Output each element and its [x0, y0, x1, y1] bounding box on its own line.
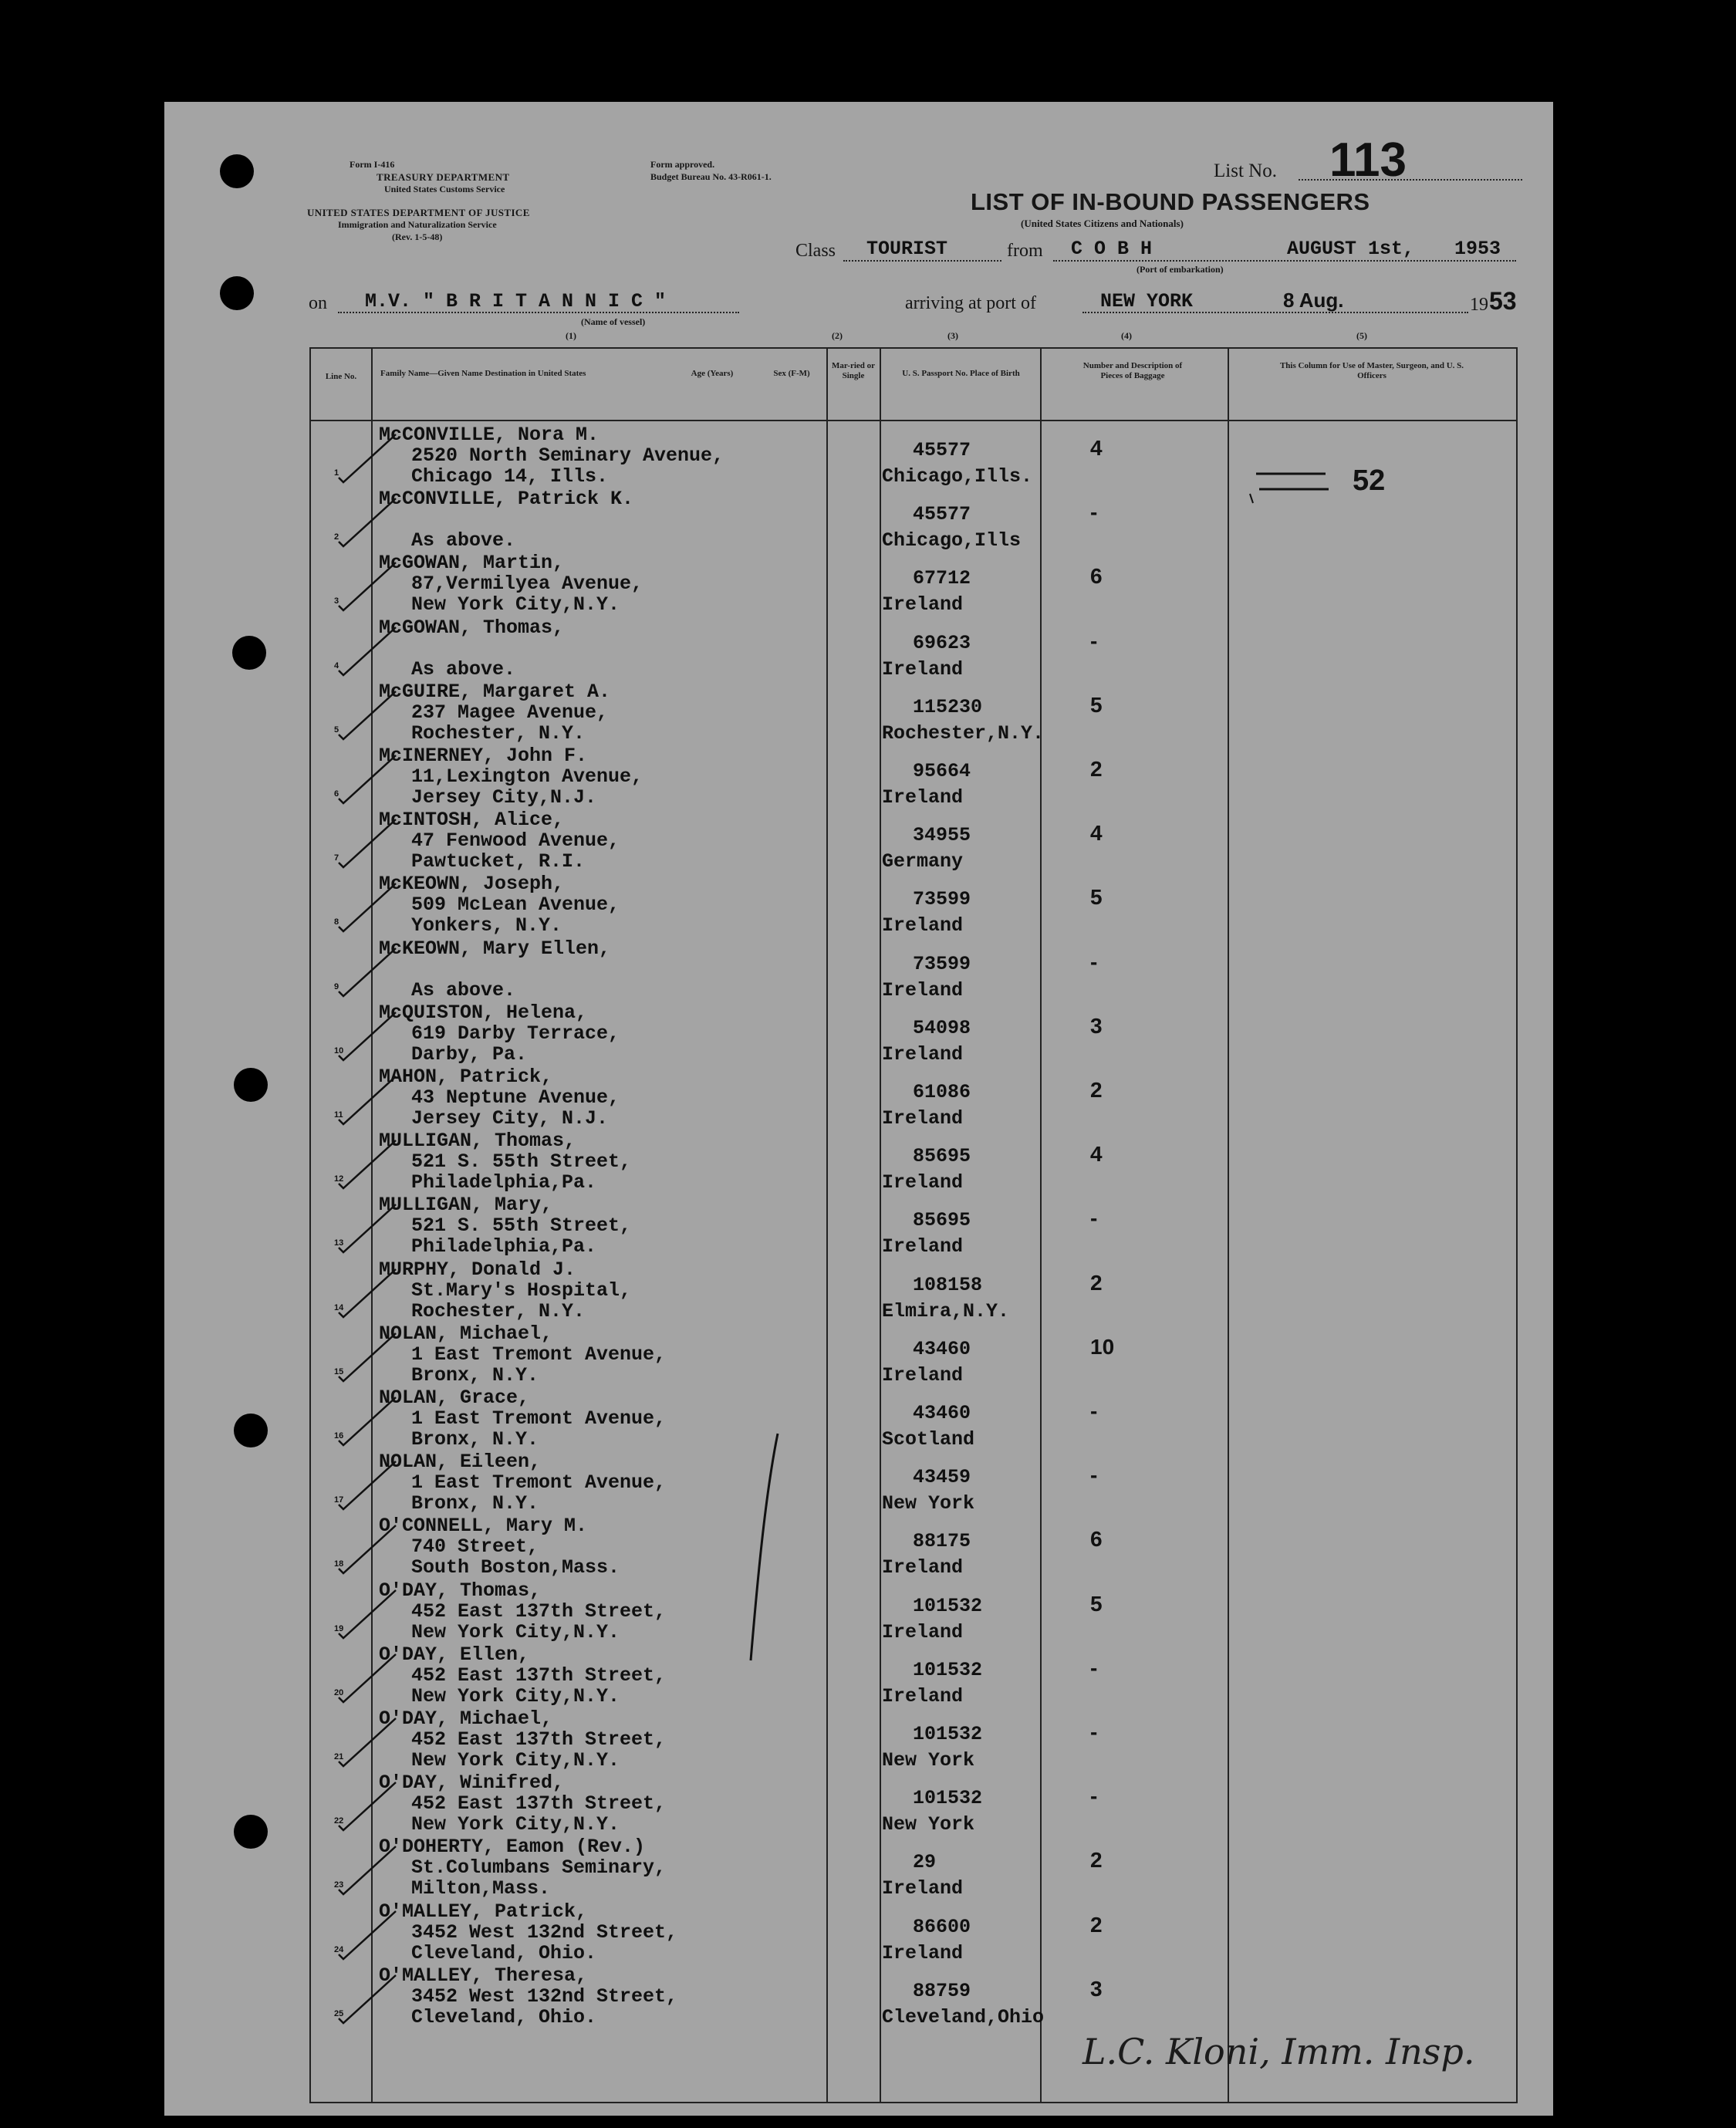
address-line-2: New York City,N.Y.	[411, 1749, 620, 1772]
check-mark	[334, 1650, 404, 1704]
passport-number: 108158	[913, 1273, 983, 1296]
arrival-port: NEW YORK	[1100, 290, 1194, 312]
departure-year: 1953	[1454, 238, 1501, 260]
list-no-label: List No.	[1214, 160, 1277, 181]
table-row	[311, 1834, 1516, 1898]
passport-number: 101532	[913, 1787, 983, 1810]
line-number: 19	[334, 1623, 344, 1633]
check-mark	[334, 815, 404, 869]
check-mark	[334, 1586, 404, 1640]
passport-number: 69623	[913, 631, 971, 654]
check-mark	[334, 494, 404, 548]
col-header-baggage: Number and Description of Pieces of Baggage	[1082, 361, 1183, 380]
place-of-birth: Ireland	[882, 1107, 964, 1130]
check-mark	[334, 1008, 404, 1062]
baggage-count: 5	[1090, 885, 1103, 910]
passenger-name: O'DAY, Thomas,	[379, 1579, 542, 1602]
address-line-1: 3452 West 132nd Street,	[411, 1984, 678, 2008]
vessel-name: M.V. " B R I T A N N I C "	[365, 290, 667, 312]
check-mark	[334, 1842, 404, 1896]
departure-date: AUGUST 1st,	[1287, 238, 1415, 260]
address-line-1: 521 S. 55th Street,	[411, 1214, 632, 1238]
arrival-year-prefix: 19	[1470, 295, 1488, 315]
passenger-name: O'DAY, Michael,	[379, 1707, 553, 1730]
check-mark	[334, 1265, 404, 1319]
bracket-mark	[743, 1429, 789, 1676]
address-line-2: Jersey City,N.J.	[411, 786, 597, 809]
baggage-count: 2	[1090, 1912, 1103, 1937]
check-mark	[334, 558, 404, 612]
address-line-1: 1 East Tremont Avenue,	[411, 1343, 667, 1366]
line-number: 20	[334, 1687, 344, 1697]
line-number: 7	[334, 853, 339, 863]
col-num-1: (1)	[566, 330, 576, 341]
table-row	[311, 1192, 1516, 1256]
baggage-count: -	[1090, 1206, 1098, 1231]
passenger-name: NOLAN, Grace,	[379, 1387, 530, 1409]
address-line-1: 237 Magee Avenue,	[411, 701, 609, 724]
address-line-2: Philadelphia,Pa.	[411, 1171, 597, 1194]
address-line-2: As above.	[411, 529, 516, 552]
passport-number: 43459	[913, 1466, 971, 1489]
place-of-birth: Germany	[882, 850, 964, 873]
passenger-name: NOLAN, Michael,	[379, 1322, 553, 1345]
punch-hole	[232, 636, 266, 670]
passport-number: 85695	[913, 1145, 971, 1168]
place-of-birth: Chicago,Ills.	[882, 465, 1033, 488]
address-line-2: Philadelphia,Pa.	[411, 1235, 597, 1258]
table-row	[311, 1963, 1516, 2027]
line-number: 6	[334, 789, 339, 799]
check-mark	[334, 430, 404, 484]
passenger-table	[309, 347, 1518, 2103]
ins-service: Immigration and Naturalization Service	[338, 219, 497, 230]
passenger-name: McINERNEY, John F.	[379, 745, 588, 767]
place-of-birth: Ireland	[882, 914, 964, 937]
table-row	[311, 1578, 1516, 1642]
baggage-count: -	[1090, 1655, 1098, 1680]
passenger-name: MAHON, Patrick,	[379, 1066, 553, 1088]
address-line-1: 619 Darby Terrace,	[411, 1022, 620, 1045]
justice-dept: UNITED STATES DEPARTMENT OF JUSTICE	[307, 207, 530, 218]
line-number: 24	[334, 1944, 344, 1954]
place-of-birth: New York	[882, 1813, 975, 1836]
passenger-name: McGUIRE, Margaret A.	[379, 680, 611, 703]
place-of-birth: Scotland	[882, 1428, 975, 1451]
address-line-1: 740 Street,	[411, 1535, 539, 1559]
address-line-2: Chicago 14, Ills.	[411, 465, 609, 488]
col-header-name: Family Name—Given Name Destination in United States	[380, 369, 586, 378]
passenger-name: O'MALLEY, Patrick,	[379, 1900, 588, 1923]
place-of-birth: Ireland	[882, 786, 964, 809]
passport-number: 29	[913, 1851, 937, 1874]
passport-number: 45577	[913, 503, 971, 526]
passenger-name: McKEOWN, Mary Ellen,	[379, 937, 611, 960]
address-line-2: Jersey City, N.J.	[411, 1107, 609, 1130]
address-line-1: 1 East Tremont Avenue,	[411, 1407, 667, 1430]
port-embarkation-note: (Port of embarkation)	[1137, 264, 1224, 275]
address-line-2: South Boston,Mass.	[411, 1556, 620, 1579]
address-line-1: 452 East 137th Street,	[411, 1792, 667, 1816]
document-subtitle: (United States Citizens and Nationals)	[1021, 218, 1184, 229]
baggage-count: 6	[1090, 564, 1103, 589]
col-header-age: Age (Years)	[691, 369, 734, 378]
address-line-2: New York City,N.Y.	[411, 1684, 620, 1707]
place-of-birth: Ireland	[882, 657, 964, 681]
address-line-2: Yonkers, N.Y.	[411, 914, 562, 937]
line-number: 22	[334, 1816, 344, 1826]
form-revision: (Rev. 1-5-48)	[392, 231, 443, 242]
address-line-1: 11,Lexington Avenue,	[411, 765, 643, 788]
address-line-1: 2520 North Seminary Avenue,	[411, 444, 724, 467]
treasury-dept: TREASURY DEPARTMENT	[377, 171, 510, 183]
address-line-2: As above.	[411, 978, 516, 1002]
on-label: on	[309, 293, 327, 313]
baggage-count: -	[1090, 628, 1098, 653]
check-mark	[334, 1200, 404, 1254]
col-num-3: (3)	[947, 330, 958, 341]
address-line-1: 452 East 137th Street,	[411, 1664, 667, 1687]
passenger-name: McKEOWN, Joseph,	[379, 873, 565, 896]
line-number: 5	[334, 725, 339, 735]
line-number: 11	[334, 1110, 343, 1120]
punch-hole	[220, 154, 254, 188]
address-line-1: 509 McLean Avenue,	[411, 893, 620, 917]
col-num-5: (5)	[1356, 330, 1367, 341]
passport-number: 115230	[913, 695, 983, 718]
line-number: 4	[334, 660, 339, 670]
passenger-name: McCONVILLE, Nora M.	[379, 424, 599, 446]
line-number: 12	[334, 1174, 344, 1184]
line-number: 8	[334, 917, 339, 927]
address-line-2: Cleveland, Ohio.	[411, 1941, 597, 1964]
baggage-count: 4	[1090, 436, 1103, 460]
passenger-name: O'DAY, Winifred,	[379, 1772, 565, 1795]
passenger-name: McINTOSH, Alice,	[379, 809, 565, 832]
table-row	[311, 615, 1516, 679]
place-of-birth: Cleveland,Ohio	[882, 2005, 1045, 2028]
table-row	[311, 936, 1516, 1000]
passport-number: 101532	[913, 1658, 983, 1681]
passport-number: 45577	[913, 439, 971, 461]
passenger-name: O'DAY, Ellen,	[379, 1643, 530, 1666]
place-of-birth: New York	[882, 1492, 975, 1515]
check-mark	[334, 1072, 404, 1126]
passport-number: 85695	[913, 1209, 971, 1232]
line-number: 3	[334, 596, 339, 606]
customs-service: United States Customs Service	[384, 184, 505, 194]
arrival-date: 8 Aug.	[1283, 289, 1344, 312]
check-mark	[334, 1393, 404, 1447]
baggage-count: 3	[1090, 1976, 1103, 2001]
table-row	[311, 1257, 1516, 1321]
passenger-name: McCONVILLE, Patrick K.	[379, 488, 634, 511]
address-line-2: Bronx, N.Y.	[411, 1492, 539, 1515]
place-of-birth: Ireland	[882, 1042, 964, 1066]
baggage-count: 3	[1090, 1013, 1103, 1038]
punch-hole	[234, 1414, 268, 1447]
vessel-note: (Name of vessel)	[581, 316, 646, 327]
passenger-name: McGOWAN, Thomas,	[379, 616, 565, 639]
address-line-1: 452 East 137th Street,	[411, 1599, 667, 1623]
passport-number: 88759	[913, 1979, 971, 2002]
passport-number: 43460	[913, 1402, 971, 1424]
place-of-birth: Chicago,Ills	[882, 529, 1022, 552]
table-row	[311, 1513, 1516, 1577]
check-mark	[334, 1907, 404, 1961]
table-row	[311, 1128, 1516, 1192]
check-mark	[334, 1521, 404, 1575]
address-line-1: 87,Vermilyea Avenue,	[411, 573, 643, 596]
place-of-birth: Ireland	[882, 1684, 964, 1707]
inspector-signature: L.C. Kloni, Imm. Insp.	[1082, 2031, 1475, 2072]
passport-number: 43460	[913, 1337, 971, 1360]
baggage-count: -	[1090, 949, 1098, 974]
baggage-count: 5	[1090, 1591, 1103, 1616]
line-number: 14	[334, 1302, 344, 1312]
check-mark	[334, 687, 404, 741]
punch-hole	[220, 276, 254, 310]
line-number: 10	[334, 1045, 344, 1056]
form-approved: Form approved.	[650, 159, 715, 170]
punch-hole	[234, 1815, 268, 1849]
place-of-birth: Ireland	[882, 1620, 964, 1643]
form-number: Form I-416	[350, 159, 395, 170]
baggage-count: 10	[1090, 1334, 1115, 1359]
line-number: 16	[334, 1431, 344, 1441]
line-number: 18	[334, 1559, 344, 1569]
from-label: from	[1007, 241, 1043, 261]
passport-number: 34955	[913, 824, 971, 847]
place-of-birth: Rochester,N.Y.	[882, 721, 1045, 745]
passenger-name: McQUISTON, Helena,	[379, 1001, 588, 1024]
passport-number: 101532	[913, 1594, 983, 1617]
passenger-name: MULLIGAN, Thomas,	[379, 1130, 576, 1153]
place-of-birth: Elmira,N.Y.	[882, 1299, 1010, 1322]
baggage-count: 4	[1090, 1142, 1103, 1167]
class-label: Class	[795, 241, 836, 261]
address-line-2: Milton,Mass.	[411, 1877, 551, 1900]
passenger-name: O'MALLEY, Theresa,	[379, 1964, 588, 1987]
header-rule	[311, 420, 1516, 421]
arriving-label: arriving at port of	[905, 293, 1036, 313]
place-of-birth: Ireland	[882, 1171, 964, 1194]
address-line-1: 3452 West 132nd Street,	[411, 1920, 678, 1944]
address-line-2: Bronx, N.Y.	[411, 1428, 539, 1451]
line-number: 1	[334, 468, 339, 478]
passport-number: 101532	[913, 1723, 983, 1745]
table-row	[311, 1321, 1516, 1385]
place-of-birth: Ireland	[882, 1941, 964, 1964]
check-mark	[334, 623, 404, 677]
baggage-count: 4	[1090, 821, 1103, 846]
place-of-birth: Ireland	[882, 978, 964, 1002]
line-number: 17	[334, 1495, 344, 1505]
check-mark	[334, 1971, 404, 2025]
from-line	[1053, 260, 1516, 262]
address-line-2: Cleveland, Ohio.	[411, 2005, 597, 2028]
passport-number: 73599	[913, 952, 971, 975]
check-mark	[334, 944, 404, 998]
manifest-page	[164, 102, 1553, 2116]
passport-number: 88175	[913, 1530, 971, 1553]
address-line-2: Darby, Pa.	[411, 1042, 528, 1066]
address-line-2: Pawtucket, R.I.	[411, 850, 586, 873]
line-number: 15	[334, 1366, 344, 1376]
passenger-name: MURPHY, Donald J.	[379, 1258, 576, 1281]
check-mark	[334, 1136, 404, 1190]
class-line	[843, 260, 1001, 262]
baggage-count: -	[1090, 1720, 1098, 1744]
officer-dash-marks	[1248, 464, 1356, 511]
table-row	[311, 1899, 1516, 1963]
address-line-1: 1 East Tremont Avenue,	[411, 1471, 667, 1495]
passport-number: 67712	[913, 567, 971, 590]
address-line-2: Rochester, N.Y.	[411, 721, 586, 745]
budget-bureau: Budget Bureau No. 43-R061-1.	[650, 171, 772, 182]
address-line-1: 43 Neptune Avenue,	[411, 1086, 620, 1109]
col-header-passport: U. S. Passport No. Place of Birth	[902, 369, 1020, 378]
check-mark	[334, 1457, 404, 1511]
check-mark	[334, 1714, 404, 1768]
address-line-2: New York City,N.Y.	[411, 1620, 620, 1643]
place-of-birth: Ireland	[882, 1877, 964, 1900]
address-line-2: As above.	[411, 657, 516, 681]
passenger-name: MULLIGAN, Mary,	[379, 1194, 553, 1217]
embarkation-port: C O B H	[1071, 238, 1153, 260]
baggage-count: 2	[1090, 1078, 1103, 1102]
document-title: LIST OF IN-BOUND PASSENGERS	[971, 188, 1370, 215]
passport-number: 61086	[913, 1081, 971, 1103]
class-value: TOURIST	[866, 238, 948, 260]
passport-number: 95664	[913, 760, 971, 782]
arrival-year: 53	[1489, 287, 1517, 315]
table-row	[311, 807, 1516, 871]
address-line-1: St.Columbans Seminary,	[411, 1856, 667, 1880]
table-row	[311, 871, 1516, 935]
passport-number: 86600	[913, 1915, 971, 1938]
passenger-name: O'CONNELL, Mary M.	[379, 1515, 588, 1538]
address-line-2: New York City,N.Y.	[411, 593, 620, 616]
passenger-name: NOLAN, Eileen,	[379, 1451, 542, 1474]
address-line-1: 521 S. 55th Street,	[411, 1150, 632, 1174]
table-row	[311, 1449, 1516, 1513]
table-row	[311, 1385, 1516, 1449]
baggage-count: 2	[1090, 757, 1103, 781]
passport-number: 73599	[913, 888, 971, 911]
table-row	[311, 1064, 1516, 1128]
baggage-count: -	[1090, 1399, 1098, 1423]
table-row	[311, 1706, 1516, 1770]
place-of-birth: Ireland	[882, 593, 964, 616]
list-number: 113	[1329, 133, 1407, 187]
table-row	[311, 550, 1516, 614]
baggage-count: -	[1090, 1463, 1098, 1488]
officer-annotation: 52	[1353, 464, 1386, 497]
line-number: 13	[334, 1238, 344, 1248]
place-of-birth: Ireland	[882, 1235, 964, 1258]
passenger-name: McGOWAN, Martin,	[379, 552, 565, 575]
table-row	[311, 1770, 1516, 1834]
address-line-2: Bronx, N.Y.	[411, 1363, 539, 1387]
col-num-2: (2)	[832, 330, 843, 341]
col-header-sex: Sex (F-M)	[773, 369, 810, 378]
place-of-birth: Ireland	[882, 1556, 964, 1579]
line-number: 9	[334, 981, 339, 991]
line-number: 21	[334, 1752, 344, 1762]
baggage-count: -	[1090, 1784, 1098, 1809]
line-number: 23	[334, 1880, 344, 1890]
punch-hole	[234, 1068, 268, 1102]
place-of-birth: New York	[882, 1749, 975, 1772]
baggage-count: 2	[1090, 1270, 1103, 1295]
table-row	[311, 1000, 1516, 1064]
address-line-1: 452 East 137th Street,	[411, 1728, 667, 1751]
check-mark	[334, 879, 404, 933]
table-row	[311, 679, 1516, 743]
baggage-count: 5	[1090, 692, 1103, 717]
check-mark	[334, 751, 404, 805]
address-line-1: St.Mary's Hospital,	[411, 1278, 632, 1302]
line-number: 2	[334, 532, 339, 542]
baggage-count: 2	[1090, 1848, 1103, 1873]
passenger-name: O'DOHERTY, Eamon (Rev.)	[379, 1836, 646, 1859]
col-header-married: Mar-ried or Single	[831, 361, 876, 380]
col-num-4: (4)	[1121, 330, 1132, 341]
address-line-2: New York City,N.Y.	[411, 1813, 620, 1836]
address-line-2: Rochester, N.Y.	[411, 1299, 586, 1322]
table-row	[311, 743, 1516, 807]
address-line-1: 47 Fenwood Avenue,	[411, 829, 620, 853]
passport-number: 54098	[913, 1016, 971, 1039]
table-row	[311, 1642, 1516, 1706]
line-number: 25	[334, 2008, 344, 2018]
check-mark	[334, 1329, 404, 1383]
col-header-line: Line No.	[325, 372, 357, 381]
check-mark	[334, 1778, 404, 1832]
baggage-count: 6	[1090, 1527, 1103, 1552]
place-of-birth: Ireland	[882, 1363, 964, 1387]
col-header-officers: This Column for Use of Master, Surgeon, and U. S. Officers	[1279, 361, 1464, 380]
baggage-count: -	[1090, 500, 1098, 525]
